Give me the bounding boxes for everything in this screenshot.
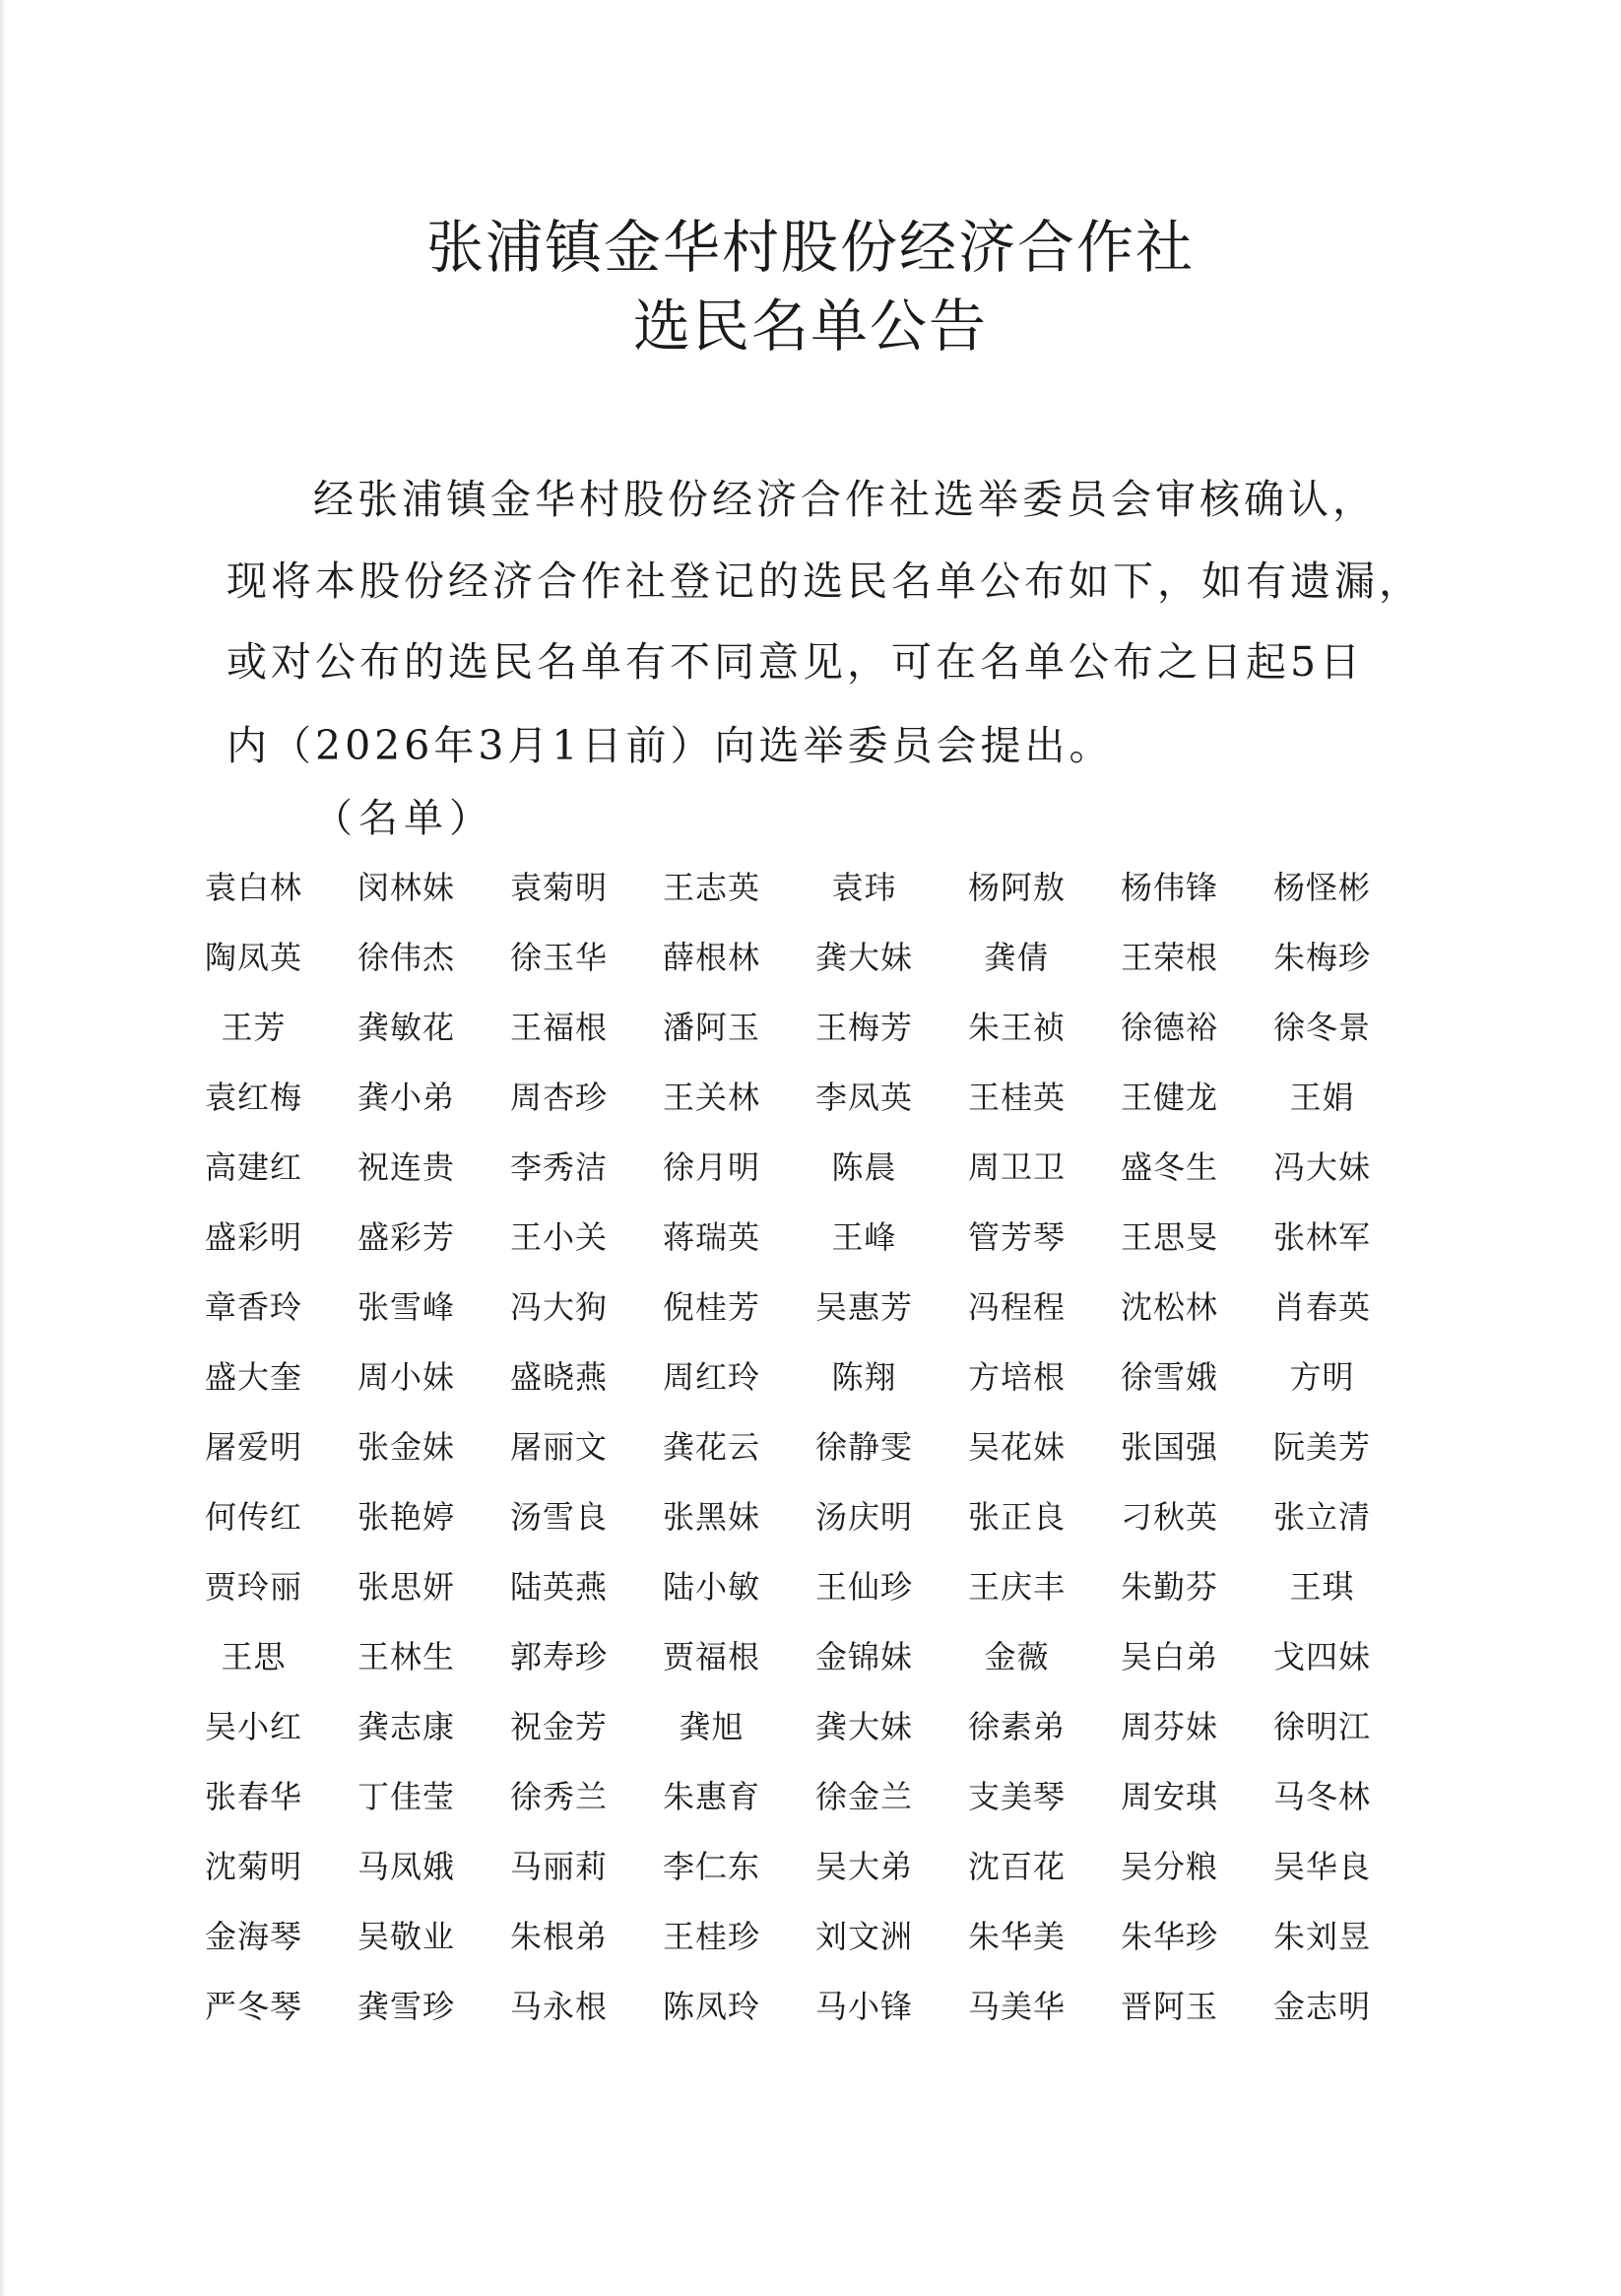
voter-name: 王芳 [221, 1009, 287, 1046]
voter-name: 王小关 [509, 1218, 608, 1256]
voter-name: 徐明江 [1272, 1708, 1371, 1745]
name-row [177, 1498, 1398, 1571]
voter-name: 何传红 [204, 1498, 302, 1536]
voter-name: 刁秋英 [1120, 1498, 1218, 1536]
name-row [177, 1009, 1398, 1082]
voter-name: 徐月明 [662, 1148, 760, 1186]
voter-name: 张思妍 [357, 1568, 455, 1606]
voter-name: 吴大弟 [814, 1848, 913, 1885]
voter-name: 徐秀兰 [509, 1778, 608, 1815]
voter-name: 沈松林 [1120, 1288, 1218, 1326]
voter-name: 徐冬景 [1272, 1009, 1371, 1046]
voter-name: 王桂英 [967, 1079, 1066, 1116]
voter-name: 肖春英 [1272, 1288, 1371, 1326]
name-row [177, 1918, 1398, 1991]
voter-name: 薛根林 [662, 939, 760, 976]
voter-name: 朱梅珍 [1272, 939, 1371, 976]
voter-name: 严冬琴 [204, 1988, 302, 2025]
voter-name: 吴华良 [1272, 1848, 1371, 1885]
name-row [177, 1428, 1398, 1501]
voter-name: 陈晨 [831, 1148, 897, 1186]
voter-name: 徐伟杰 [357, 939, 455, 976]
name-row [177, 1778, 1398, 1851]
voter-name: 冯程程 [967, 1288, 1066, 1326]
voter-name: 高建红 [204, 1148, 302, 1186]
voter-name: 张雪峰 [357, 1288, 455, 1326]
voter-name: 王关林 [662, 1079, 760, 1116]
voter-name: 支美琴 [967, 1778, 1066, 1815]
voter-name: 袁菊明 [509, 869, 608, 906]
voter-name: 龚小弟 [357, 1079, 455, 1116]
voter-name: 周杏珍 [509, 1079, 608, 1116]
voter-name: 闵林妹 [357, 869, 455, 906]
voter-name: 王志英 [662, 869, 760, 906]
voter-name: 金锦妹 [814, 1638, 913, 1675]
voter-name: 徐静雯 [814, 1428, 913, 1466]
notice-paragraph-line-1: 经张浦镇金华村股份经济合作社选举委员会审核确认， [313, 476, 1377, 523]
voter-name: 朱刘昱 [1272, 1918, 1371, 1955]
voter-name: 王庆丰 [967, 1568, 1066, 1606]
name-row [177, 1638, 1398, 1711]
voter-name: 王峰 [831, 1218, 897, 1256]
voter-name: 屠爱明 [204, 1428, 302, 1466]
voter-name: 蒋瑞英 [662, 1218, 760, 1256]
voter-name: 方培根 [967, 1358, 1066, 1396]
voter-name: 张春华 [204, 1778, 302, 1815]
voter-name: 祝连贵 [357, 1148, 455, 1186]
voter-name: 周芬妹 [1120, 1708, 1218, 1745]
voter-name: 盛冬生 [1120, 1148, 1218, 1186]
voter-name: 马冬林 [1272, 1778, 1371, 1815]
voter-name: 李凤英 [814, 1079, 913, 1116]
voter-name: 周安琪 [1120, 1778, 1218, 1815]
voter-name: 屠丽文 [509, 1428, 608, 1466]
voter-name: 周小妹 [357, 1358, 455, 1396]
name-row [177, 1708, 1398, 1781]
voter-name: 徐金兰 [814, 1778, 913, 1815]
voter-name: 王健龙 [1120, 1079, 1218, 1116]
voter-name: 丁佳莹 [357, 1778, 455, 1815]
voter-name: 沈百花 [967, 1848, 1066, 1885]
voter-name: 周卫卫 [967, 1148, 1066, 1186]
voter-name: 刘文洲 [814, 1918, 913, 1955]
voter-name: 朱华珍 [1120, 1918, 1218, 1955]
voter-name: 冯大妹 [1272, 1148, 1371, 1186]
voter-name: 张金妹 [357, 1428, 455, 1466]
voter-name: 吴小红 [204, 1708, 302, 1745]
voter-name: 祝金芳 [509, 1708, 608, 1745]
voter-name: 戈四妹 [1272, 1638, 1371, 1675]
notice-paragraph-line-4: 内（2026年3月1日前）向选举委员会提出。 [227, 722, 1114, 769]
voter-name: 盛大奎 [204, 1358, 302, 1396]
name-row [177, 1568, 1398, 1641]
voter-name-list [177, 869, 1398, 2061]
voter-name: 朱王祯 [967, 1009, 1066, 1046]
voter-name: 王林生 [357, 1638, 455, 1675]
voter-name: 马美华 [967, 1988, 1066, 2025]
voter-name: 龚旭 [679, 1708, 745, 1745]
voter-name: 吴分粮 [1120, 1848, 1218, 1885]
name-row [177, 1218, 1398, 1291]
voter-name: 杨怪彬 [1272, 869, 1371, 906]
voter-name: 马凤娥 [357, 1848, 455, 1885]
voter-name: 贾玲丽 [204, 1568, 302, 1606]
voter-name: 杨伟锋 [1120, 869, 1218, 906]
page-title: 张浦镇金华村股份经济合作社 [425, 214, 1195, 281]
voter-name: 马永根 [509, 1988, 608, 2025]
voter-name: 章香玲 [204, 1288, 302, 1326]
voter-name: 徐德裕 [1120, 1009, 1218, 1046]
voter-name: 袁红梅 [204, 1079, 302, 1116]
voter-name: 王梅芳 [814, 1009, 913, 1046]
voter-name: 龚大妹 [814, 1708, 913, 1745]
voter-name: 倪桂芳 [662, 1288, 760, 1326]
voter-name: 张国强 [1120, 1428, 1218, 1466]
voter-name: 马小锋 [814, 1988, 913, 2025]
voter-name: 潘阿玉 [662, 1009, 760, 1046]
voter-name: 马丽莉 [509, 1848, 608, 1885]
voter-name: 张艳婷 [357, 1498, 455, 1536]
voter-name: 徐素弟 [967, 1708, 1066, 1745]
voter-name: 陈翔 [831, 1358, 897, 1396]
voter-name: 龚大妹 [814, 939, 913, 976]
voter-name: 龚雪珍 [357, 1988, 455, 2025]
voter-name: 金薇 [984, 1638, 1050, 1675]
name-row [177, 1988, 1398, 2061]
voter-name: 张黑妹 [662, 1498, 760, 1536]
name-row [177, 1358, 1398, 1431]
voter-name: 方明 [1289, 1358, 1355, 1396]
voter-name: 张林军 [1272, 1218, 1371, 1256]
voter-name: 徐玉华 [509, 939, 608, 976]
voter-name: 沈菊明 [204, 1848, 302, 1885]
voter-name: 吴白弟 [1120, 1638, 1218, 1675]
voter-name: 李仁东 [662, 1848, 760, 1885]
voter-name: 管芳琴 [967, 1218, 1066, 1256]
voter-name: 吴花妹 [967, 1428, 1066, 1466]
voter-name: 贾福根 [662, 1638, 760, 1675]
notice-paragraph-line-2: 现将本股份经济合作社登记的选民名单公布如下，如有遗漏， [227, 558, 1423, 605]
voter-name: 汤庆明 [814, 1498, 913, 1536]
voter-name: 朱根弟 [509, 1918, 608, 1955]
voter-name: 陶凤英 [204, 939, 302, 976]
voter-name: 袁白林 [204, 869, 302, 906]
voter-name: 张正良 [967, 1498, 1066, 1536]
notice-paragraph-line-3: 或对公布的选民名单有不同意见，可在名单公布之日起5日 [227, 638, 1365, 686]
voter-name: 王思旻 [1120, 1218, 1218, 1256]
voter-name: 龚志康 [357, 1708, 455, 1745]
voter-name: 盛彩明 [204, 1218, 302, 1256]
voter-name: 王思 [221, 1638, 287, 1675]
voter-name: 徐雪娥 [1120, 1358, 1218, 1396]
voter-name: 汤雪良 [509, 1498, 608, 1536]
voter-name: 王娟 [1289, 1079, 1355, 1116]
voter-name: 晋阿玉 [1120, 1988, 1218, 2025]
voter-name: 冯大狗 [509, 1288, 608, 1326]
voter-name: 王仙珍 [814, 1568, 913, 1606]
voter-name: 陆英燕 [509, 1568, 608, 1606]
name-row [177, 1288, 1398, 1361]
voter-name: 王桂珍 [662, 1918, 760, 1955]
list-label: （名单） [313, 796, 494, 841]
voter-name: 朱华美 [967, 1918, 1066, 1955]
voter-name: 龚敏花 [357, 1009, 455, 1046]
voter-name: 盛彩芳 [357, 1218, 455, 1256]
voter-name: 金志明 [1272, 1988, 1371, 2025]
voter-name: 杨阿敖 [967, 869, 1066, 906]
name-row [177, 1848, 1398, 1921]
voter-name: 龚花云 [662, 1428, 760, 1466]
voter-name: 朱勤芬 [1120, 1568, 1218, 1606]
page-subtitle: 选民名单公告 [632, 293, 988, 360]
voter-name: 周红玲 [662, 1358, 760, 1396]
voter-name: 陆小敏 [662, 1568, 760, 1606]
voter-name: 龚倩 [984, 939, 1050, 976]
name-row [177, 1079, 1398, 1151]
voter-name: 陈凤玲 [662, 1988, 760, 2025]
voter-name: 盛晓燕 [509, 1358, 608, 1396]
voter-name: 吴敬业 [357, 1918, 455, 1955]
voter-name: 王荣根 [1120, 939, 1218, 976]
voter-name: 王琪 [1289, 1568, 1355, 1606]
voter-name: 王福根 [509, 1009, 608, 1046]
voter-name: 阮美芳 [1272, 1428, 1371, 1466]
voter-name: 郭寿珍 [509, 1638, 608, 1675]
voter-name: 金海琴 [204, 1918, 302, 1955]
name-row [177, 939, 1398, 1012]
name-row [177, 1148, 1398, 1221]
voter-name: 吴惠芳 [814, 1288, 913, 1326]
voter-name: 朱惠育 [662, 1778, 760, 1815]
voter-name: 张立清 [1272, 1498, 1371, 1536]
voter-name: 李秀洁 [509, 1148, 608, 1186]
voter-name: 袁玮 [831, 869, 897, 906]
name-row [177, 869, 1398, 942]
